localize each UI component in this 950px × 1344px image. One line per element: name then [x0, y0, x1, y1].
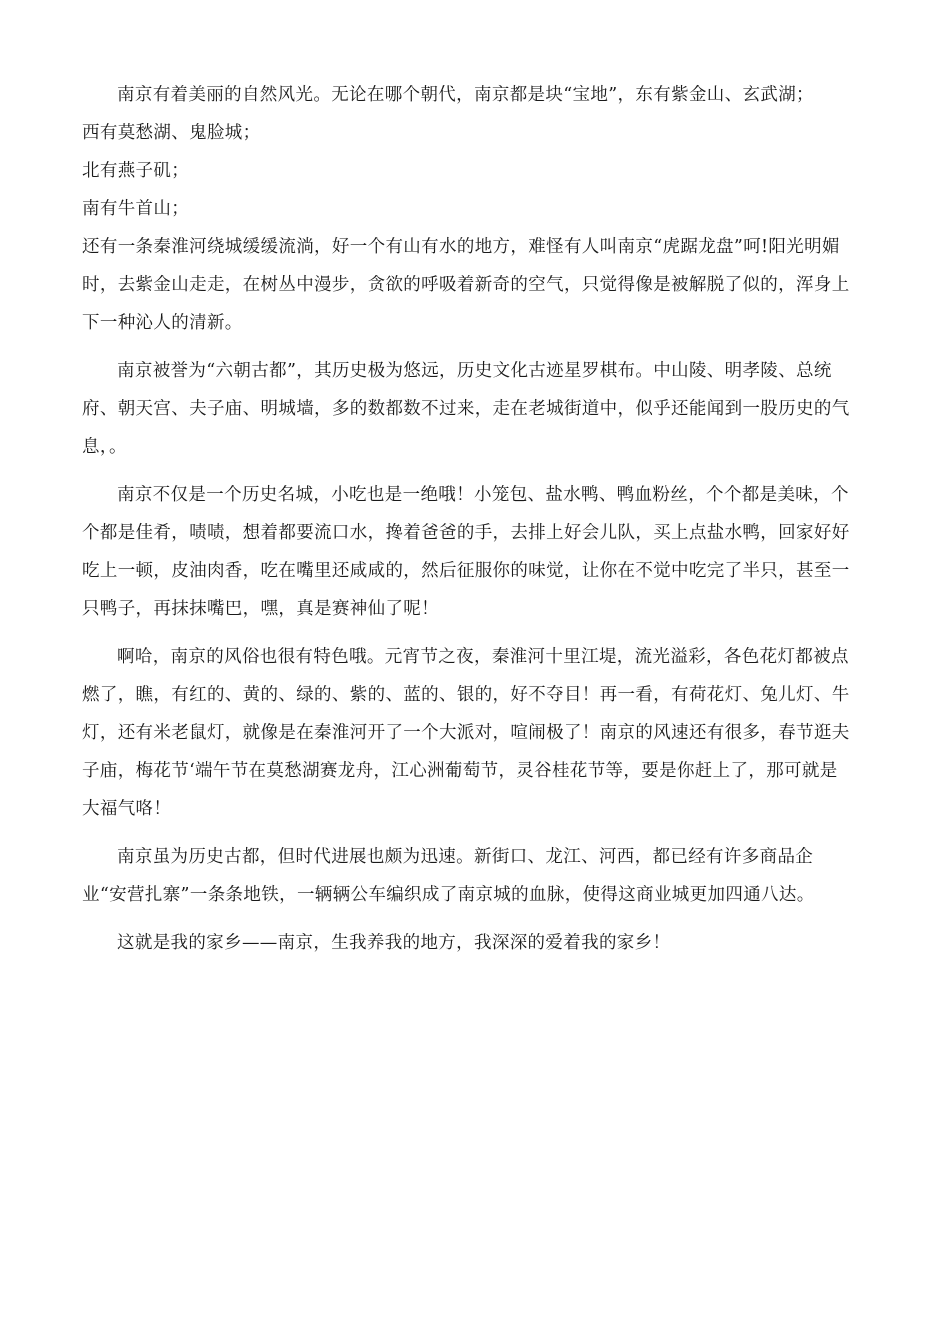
- paragraph-closing: [82, 924, 872, 962]
- paragraph-nature-intro: [82, 76, 872, 114]
- text-line: 吃上一顿，皮油肉香，吃在嘴里还咸咸的，然后征服你的味觉，让你在不觉中吃完了半只，甚至一: [82, 561, 850, 581]
- text-line: 燃了，瞧，有红的、黄的、绿的、紫的、蓝的、银的，好不夺目！再一看，有荷花灯、兔儿灯、牛: [82, 685, 850, 705]
- text-line: 业“安营扎寨”一条条地铁，一辆辆公车编织成了南京城的血脉，使得这商业城更加四通八达。: [82, 885, 815, 905]
- paragraph-customs: [82, 638, 872, 828]
- text-line: 北有燕子矶；: [82, 161, 190, 181]
- text-line: 大福气咯！: [82, 799, 172, 819]
- text-line: 时，去紫金山走走，在树丛中漫步，贪欲的呼吸着新奇的空气，只觉得像是被解脱了似的，浑身上: [82, 275, 850, 295]
- paragraph-history: [82, 352, 872, 466]
- text-line: 南京被誉为“六朝古都”，其历史极为悠远，历史文化古迹星罗棋布。中山陵、明孝陵、总统: [117, 361, 832, 381]
- text-line: 南京有着美丽的自然风光。无论在哪个朝代，南京都是块“宝地”，东有紫金山、玄武湖；: [117, 85, 814, 105]
- text-line: 息，。: [82, 437, 127, 457]
- text-line: 府、朝天宫、夫子庙、明城墙，多的数都数不过来，走在老城街道中，似乎还能闻到一股历史的气: [82, 399, 850, 419]
- text-line: 子庙，梅花节‘端午节在莫愁湖赛龙舟，江心洲葡萄节，灵谷桂花节等，要是你赶上了，那可就是: [82, 761, 838, 781]
- text-line: 这就是我的家乡——南京，生我养我的地方，我深深的爱着我的家乡！: [117, 933, 671, 953]
- paragraph-nature-west: [82, 114, 872, 152]
- text-line: 南京虽为历史古都，但时代进展也颇为迅速。新街口、龙江、河西，都已经有许多商品企: [117, 847, 814, 867]
- text-line: 啊哈，南京的风俗也很有特色哦。元宵节之夜，秦淮河十里江堤，流光溢彩，各色花灯都被点: [117, 647, 849, 667]
- paragraph-food: [82, 476, 872, 628]
- text-line: 灯，还有米老鼠灯，就像是在秦淮河开了一个大派对，喧闹极了！南京的风速还有很多，春节逛夫: [82, 723, 850, 743]
- text-line: 西有莫愁湖、鬼脸城；: [82, 123, 261, 143]
- paragraph-development: [82, 838, 872, 914]
- text-line: 只鸭子，再抹抹嘴巴，嘿，真是赛神仙了呢！: [82, 599, 439, 619]
- text-line: 南京不仅是一个历史名城，小吃也是一绝哦！小笼包、盐水鸭、鸭血粉丝，个个都是美味，个: [117, 485, 849, 505]
- paragraph-nature-south: [82, 190, 872, 228]
- text-line: 下一种沁人的清新。: [82, 313, 243, 333]
- text-line: 南有牛首山；: [82, 199, 190, 219]
- document-body: [82, 76, 872, 962]
- text-line: 个都是佳肴，啧啧，想着都要流口水，搀着爸爸的手，去排上好会儿队，买上点盐水鸭，回家好好: [82, 523, 850, 543]
- paragraph-nature-qinhuai: [82, 228, 872, 342]
- text-line: 还有一条秦淮河绕城缓缓流淌，好一个有山有水的地方，难怪有人叫南京“虎踞龙盘”呵!阳光明媚: [82, 237, 840, 257]
- paragraph-nature-north: [82, 152, 872, 190]
